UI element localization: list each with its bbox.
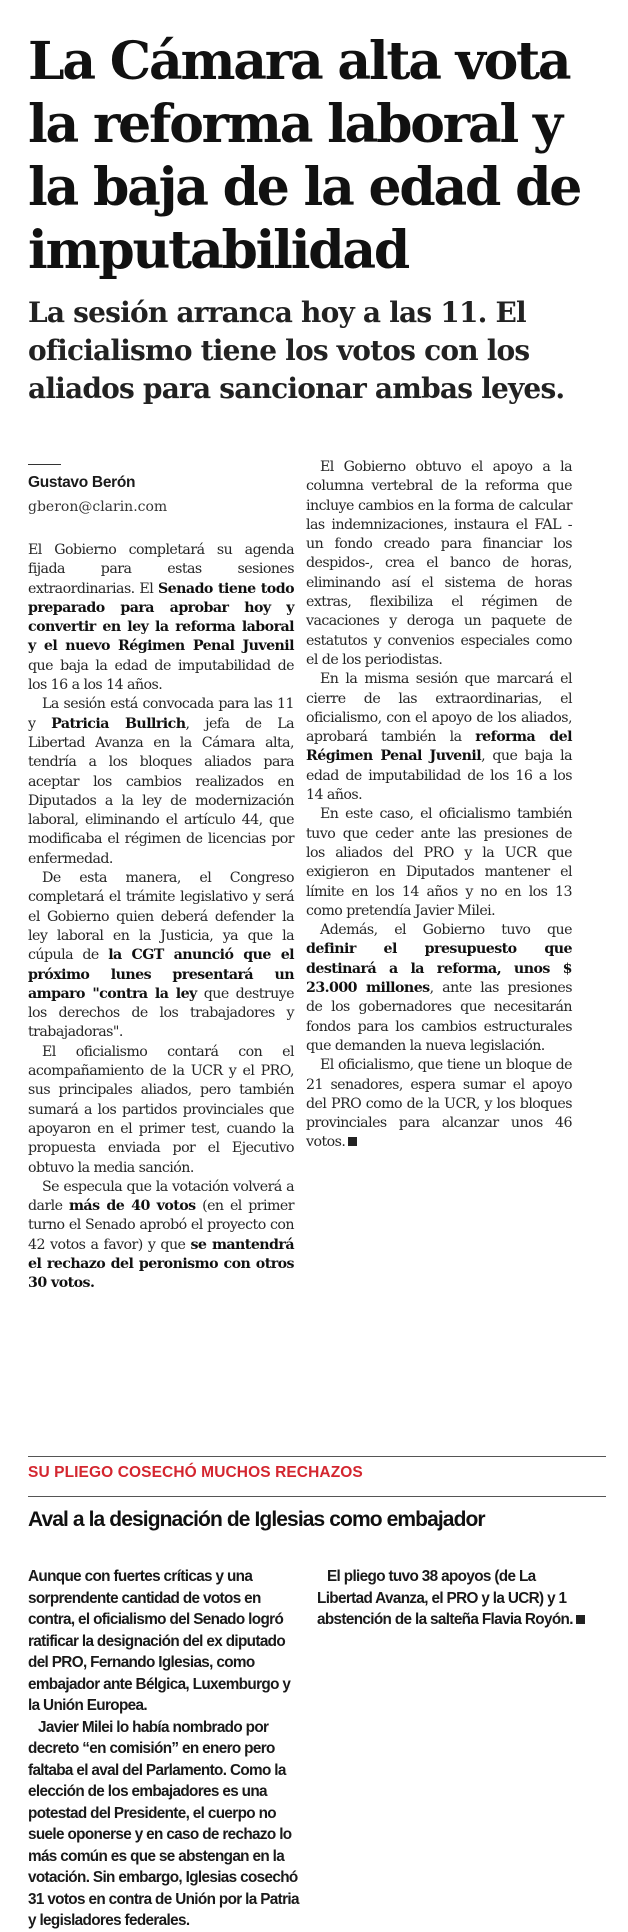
end-mark-icon (348, 1137, 357, 1146)
article-paragraph: Se especula que la votación volverá a darle más de 40 votos (en el primer turno el Senado aprobó el proyecto con 42 votos a favor) y que se mantendrá el rechazo del peronismo con otros 30 votos. (28, 1178, 294, 1292)
sidebar-title: Aval a la designación de Iglesias como embajador (28, 1508, 485, 1531)
article-paragraph: En la misma sesión que marcará el cierre de las extraordinarias, el oficialismo, con el apoyo de los aliados, aprobará también la reforma del Régimen Penal Juvenil, que baja la edad de imputabilidad de los 16 a los 14 años. (306, 671, 572, 804)
article-column-left (28, 541, 294, 1294)
sidebar-paragraph: Javier Milei lo había nombrado por decreto “en comisión” en enero pero faltaba el aval del Parlamento. Como la elección de los embajadores es una potestad del Presidente, el cuerpo no suele oponerse y en caso de rechazo lo más común es que se abstengan en la votación. Sin embargo, Iglesias cosechó 31 votos en contra de Unión por la Patria y legisladores federales. (28, 1718, 299, 1929)
sidebar-paragraph: Aunque con fuertes críticas y una sorprendente cantidad de votos en contra, el oficialismo del Senado logró ratificar la designación del ex diputado del PRO, Fernando Iglesias, como embajador ante Bélgica, Luxemburgo y la Unión Europea. (28, 1568, 291, 1714)
article-paragraph: El Gobierno completará su agenda fijada para estas sesiones extraordinarias. El Senado tiene todo preparado para aprobar hoy y convertir en ley la reforma laboral y el nuevo Régimen Penal Juvenil que baja la edad de imputabilidad de los 16 a los 14 años. (28, 542, 294, 694)
subheadline: La sesión arranca hoy a las 11. El oficialismo tiene los votos con los aliados para sancionar ambas leyes. (28, 296, 565, 405)
headline: La Cámara alta vota la reforma laboral y la baja de la edad de imputabilidad (28, 31, 581, 281)
author-name: Gustavo Berón (28, 474, 136, 491)
article-paragraph: Además, el Gobierno tuvo que definir el presupuesto que destinará a la reforma, unos $ 23.000 millones, ante las presiones de los gobernadores que necesitarán fondos para los cambios estructurales que demanden la nueva legislación. (306, 922, 572, 1054)
article-column-right (306, 458, 572, 1153)
sidebar-kicker: SU PLIEGO COSECHÓ MUCHOS RECHAZOS (28, 1464, 363, 1481)
article-paragraph: El Gobierno obtuvo el apoyo a la columna vertebral de la reforma que incluye cambios en la forma de calcular las indemnizaciones, instaura el FAL -un fondo creado para financiar los despidos-, crea el banco de horas, eliminando así el sistema de horas extras, flexibiliza el régimen de vacaciones y deroga un paquete de estatutos y convenios especiales como el de los periodistas. (306, 459, 572, 668)
sidebar-paragraph: El pliego tuvo 38 apoyos (de La Libertad Avanza, el PRO y la UCR) y 1 abstención de la salteña Flavia Royón. (317, 1566, 589, 1631)
article-paragraph: La sesión está convocada para las 11 y Patricia Bullrich, jefa de La Libertad Avanza en la Cámara alta, tendría a los bloques aliados para aceptar los cambios realizados en Diputados a la ley de modernización laboral, eliminando el artículo 44, que modificaba el régimen de licencias por enfermedad. (28, 696, 294, 867)
sidebar-top-rule (28, 1456, 606, 1457)
article-paragraph: De esta manera, el Congreso completará el trámite legislativo y será el Gobierno quien deberá defender la ley laboral en la Justicia, ya que la cúpula de la CGT anunció que el próximo lunes presentará un amparo "contra la ley que destruye los derechos de los trabajadores y trabajadoras". (28, 870, 295, 1041)
article-paragraph: El oficialismo contará con el acompañamiento de la UCR y el PRO, sus principales aliados, pero también sumará a los partidos provinciales que apoyaron en el primer test, cuando la propuesta enviada por el Ejecutivo obtuvo la media sanción. (28, 1043, 294, 1176)
author-email: gberon@clarin.com (28, 499, 168, 515)
end-mark-icon (576, 1615, 585, 1624)
sidebar-column-right (317, 1566, 589, 1631)
sidebar-title-rule (28, 1496, 606, 1497)
sidebar-column-left (28, 1566, 300, 1932)
byline-divider (28, 464, 61, 465)
article-paragraph: En este caso, el oficialismo también tuvo que ceder ante las presiones de los aliados del PRO y la UCR que exigieron en Diputados mantener el límite en los 14 años y no en los 13 como pretendía Javier Milei. (306, 806, 572, 919)
article-paragraph: El oficialismo, que tiene un bloque de 21 senadores, espera sumar el apoyo del PRO como de la UCR, y los bloques provinciales para alcanzar unos 46 votos. (306, 1057, 572, 1151)
